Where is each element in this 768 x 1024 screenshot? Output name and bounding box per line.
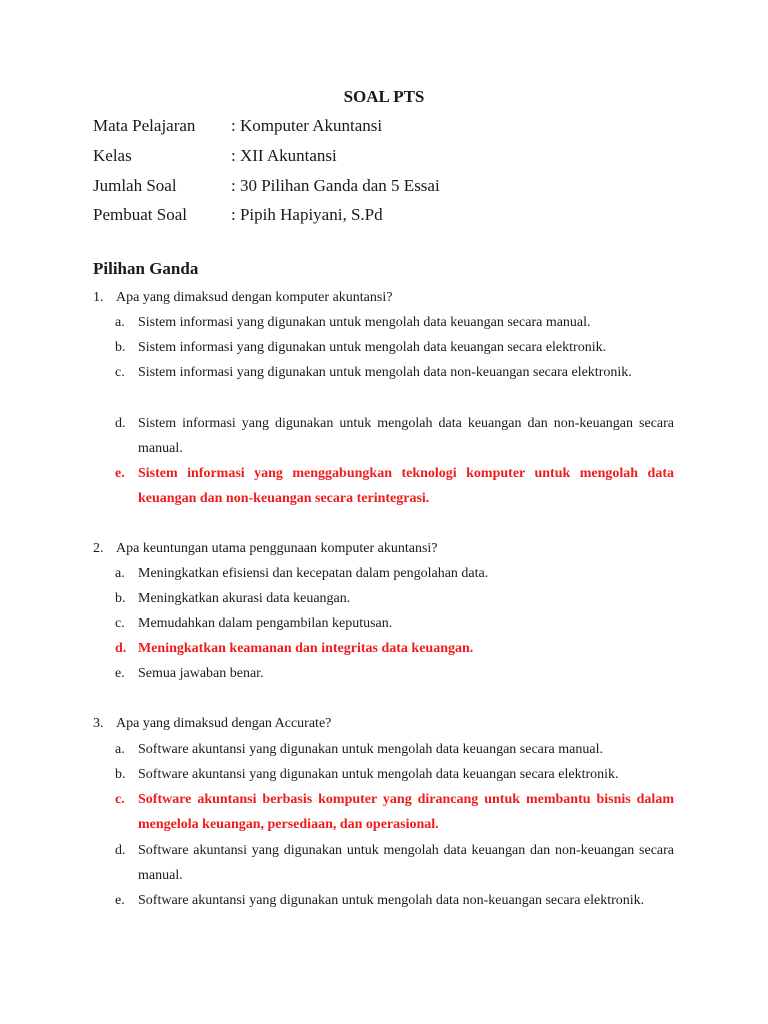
meta-value: : 30 Pilihan Ganda dan 5 Essai bbox=[231, 176, 440, 195]
option-letter: c. bbox=[115, 616, 125, 631]
option-text: Software akuntansi berbasis komputer yang dirancang untuk membantu bisnis dalam mengelola keuangan, persediaan, dan operasional. bbox=[138, 792, 674, 832]
question-text: Apa yang dimaksud dengan Accurate? bbox=[116, 716, 332, 731]
question-number: 3. bbox=[93, 716, 104, 731]
option-letter: d. bbox=[115, 416, 126, 431]
meta-value: : Pipih Hapiyani, S.Pd bbox=[231, 205, 383, 224]
option-text: Software akuntansi yang digunakan untuk mengolah data keuangan secara elektronik. bbox=[138, 767, 619, 782]
option-text: Sistem informasi yang digunakan untuk mengolah data keuangan secara manual. bbox=[138, 315, 591, 330]
meta-label: Mata Pelajaran bbox=[93, 116, 196, 135]
meta-label: Pembuat Soal bbox=[93, 205, 187, 224]
option-letter: e. bbox=[115, 466, 125, 481]
option-letter: e. bbox=[115, 666, 125, 681]
question-number: 1. bbox=[93, 290, 104, 305]
option-letter: a. bbox=[115, 566, 125, 581]
meta-value: : Komputer Akuntansi bbox=[231, 116, 383, 135]
option-text: Meningkatkan keamanan dan integritas data keuangan. bbox=[138, 641, 474, 656]
option-letter: c. bbox=[115, 792, 125, 807]
option-text: Software akuntansi yang digunakan untuk mengolah data keuangan secara manual. bbox=[138, 742, 603, 757]
option-text: Sistem informasi yang menggabungkan teknologi komputer untuk mengolah data keuangan dan non-keuangan secara terintegrasi. bbox=[138, 466, 674, 506]
option-text: Memudahkan dalam pengambilan keputusan. bbox=[138, 616, 393, 631]
section-title: Pilihan Ganda bbox=[93, 259, 199, 278]
option-letter: a. bbox=[115, 742, 125, 757]
option-letter: b. bbox=[115, 767, 126, 782]
question-text: Apa keuntungan utama penggunaan komputer akuntansi? bbox=[116, 541, 438, 556]
question-number: 2. bbox=[93, 541, 104, 556]
meta-label: Jumlah Soal bbox=[93, 176, 177, 195]
document-title: SOAL PTS bbox=[343, 87, 425, 106]
option-letter: c. bbox=[115, 365, 125, 380]
option-text: Software akuntansi yang digunakan untuk mengolah data keuangan dan non-keuangan secara manual. bbox=[138, 843, 674, 883]
option-letter: b. bbox=[115, 340, 126, 355]
option-letter: e. bbox=[115, 893, 125, 908]
option-letter: d. bbox=[115, 843, 126, 858]
option-text: Meningkatkan efisiensi dan kecepatan dalam pengolahan data. bbox=[138, 566, 489, 581]
option-text: Sistem informasi yang digunakan untuk mengolah data keuangan secara elektronik. bbox=[138, 340, 607, 355]
option-text: Sistem informasi yang digunakan untuk mengolah data non-keuangan secara elektronik. bbox=[138, 365, 632, 380]
option-letter: b. bbox=[115, 591, 126, 606]
question-text: Apa yang dimaksud dengan komputer akuntansi? bbox=[116, 290, 393, 305]
meta-value: : XII Akuntansi bbox=[231, 146, 337, 165]
option-letter: a. bbox=[115, 315, 125, 330]
option-text: Meningkatkan akurasi data keuangan. bbox=[138, 591, 351, 606]
option-letter: d. bbox=[115, 641, 127, 656]
option-text: Software akuntansi yang digunakan untuk mengolah data non-keuangan secara elektronik. bbox=[138, 893, 645, 908]
meta-label: Kelas bbox=[93, 146, 132, 165]
option-text: Semua jawaban benar. bbox=[138, 666, 264, 681]
option-text: Sistem informasi yang digunakan untuk mengolah data keuangan dan non-keuangan secara manual. bbox=[138, 416, 674, 456]
